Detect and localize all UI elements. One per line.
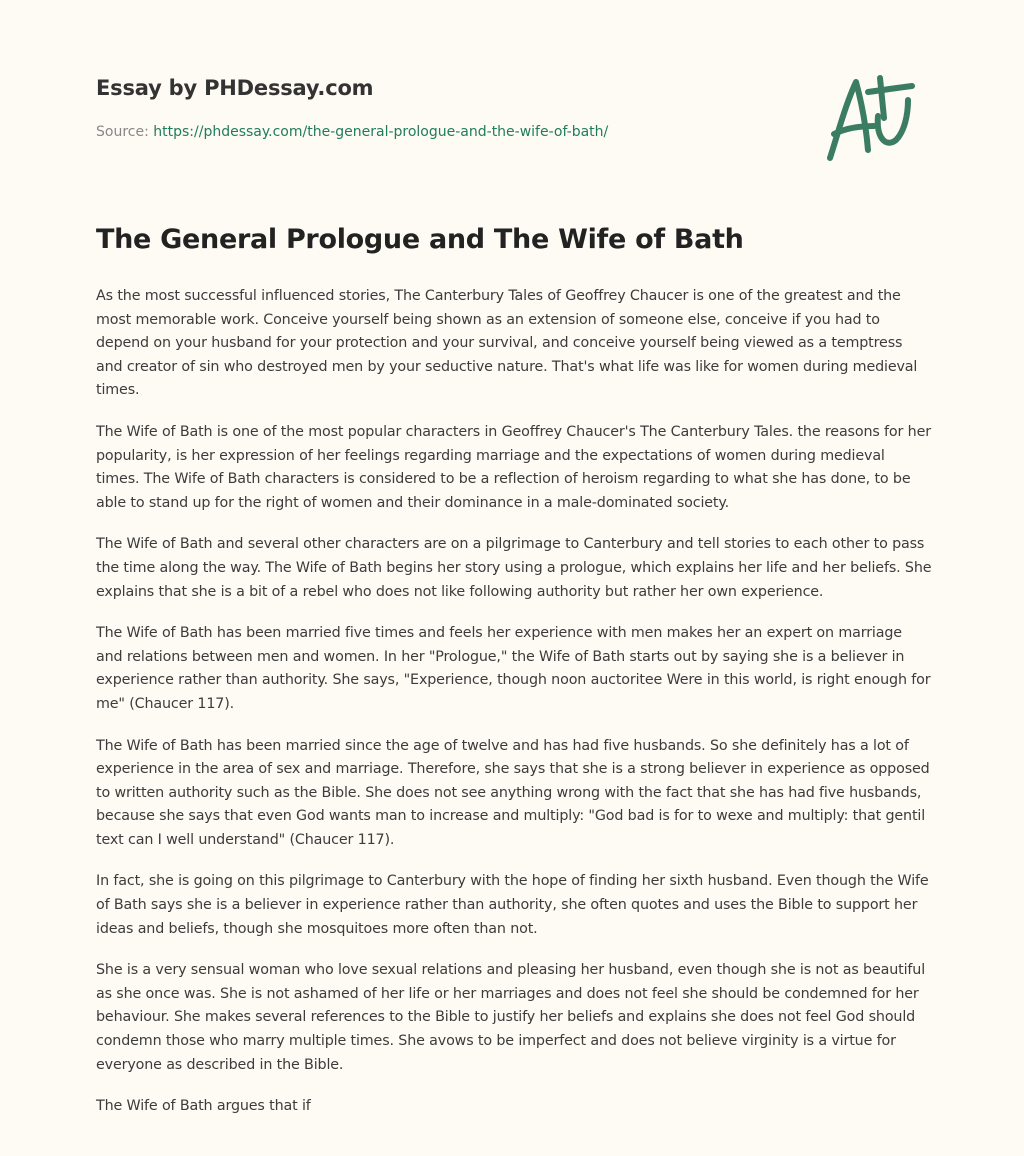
- paragraph: The Wife of Bath is one of the most popular characters in Geoffrey Chaucer's The Canterbury Tales. the reasons for her popularity, is her expression of her feelings regarding marriage and the expectations of women during medieval times. The Wife of Bath characters is considered to be a reflection of heroism regarding to what she has done, to be able to stand up for the right of women and their dominance in a male-dominated society.: [96, 423, 931, 511]
- source-link[interactable]: https://phdessay.com/the-general-prologue-and-the-wife-of-bath/: [153, 124, 609, 140]
- paragraph: The Wife of Bath has been married five times and feels her experience with men makes her an expert on marriage and relations between men and women. In her "Prologue," the Wife of Bath starts out by saying she is a believer in experience rather than authority. She says, "Experience, though noon auctoritee Were in this world, is right enough for me" (Chaucer 117).: [96, 625, 931, 712]
- article-body: [96, 285, 932, 1137]
- source-label: Source:: [96, 124, 154, 140]
- paragraph: She is a very sensual woman who love sexual relations and pleasing her husband, even though she is not as beautiful as she once was. She is not ashamed of her life or her marriages and does not feel she should be condemned for her behaviour. She makes several references to the Bible to justify her beliefs and explains she does not feel God should condemn those who marry multiple times. She avows to be imperfect and does not believe virginity is a virtue for everyone as described in the Bible.: [96, 962, 926, 1073]
- paragraph: The Wife of Bath argues that if: [96, 1098, 311, 1115]
- a-plus-logo-icon: [820, 68, 930, 164]
- paragraph: The Wife of Bath and several other characters are on a pilgrimage to Canterbury and tell stories to each other to pass the time along the way. The Wife of Bath begins her story using a prologue, which explains her life and her beliefs. She explains that she is a bit of a rebel who does not like following authority but rather her own experience.: [96, 536, 932, 600]
- paragraph: As the most successful influenced stories, The Canterbury Tales of Geoffrey Chaucer is one of the greatest and the most memorable work. Conceive yourself being shown as an extension of someone else, conceive if you had to depend on your husband for your protection and your survival, and conceive yourself being viewed as a temptress and creator of sin who destroyed men by your seductive nature. That's what life was like for women during medieval times.: [96, 288, 918, 399]
- article-title: The General Prologue and The Wife of Bath: [96, 224, 744, 255]
- source-line: [96, 124, 608, 140]
- paragraph: The Wife of Bath has been married since the age of twelve and has had five husbands. So she definitely has a lot of experience in the area of sex and marriage. Therefore, she says that she is a strong believer in experience as opposed to written authority such as the Bible. She does not see anything wrong with the fact that she has had five husbands, because she says that even God wants man to increase and multiply: "God bad is for to wexe and multiply: that gentil text can I well understand" (Chaucer 117).: [96, 737, 930, 848]
- site-brand: Essay by PHDessay.com: [96, 76, 374, 100]
- paragraph: In fact, she is going on this pilgrimage to Canterbury with the hope of finding her sixth husband. Even though the Wife of Bath says she is a believer in experience rather than authority, she often quotes and uses the Bible to support her ideas and beliefs, though she mosquitoes more often than not.: [96, 873, 929, 937]
